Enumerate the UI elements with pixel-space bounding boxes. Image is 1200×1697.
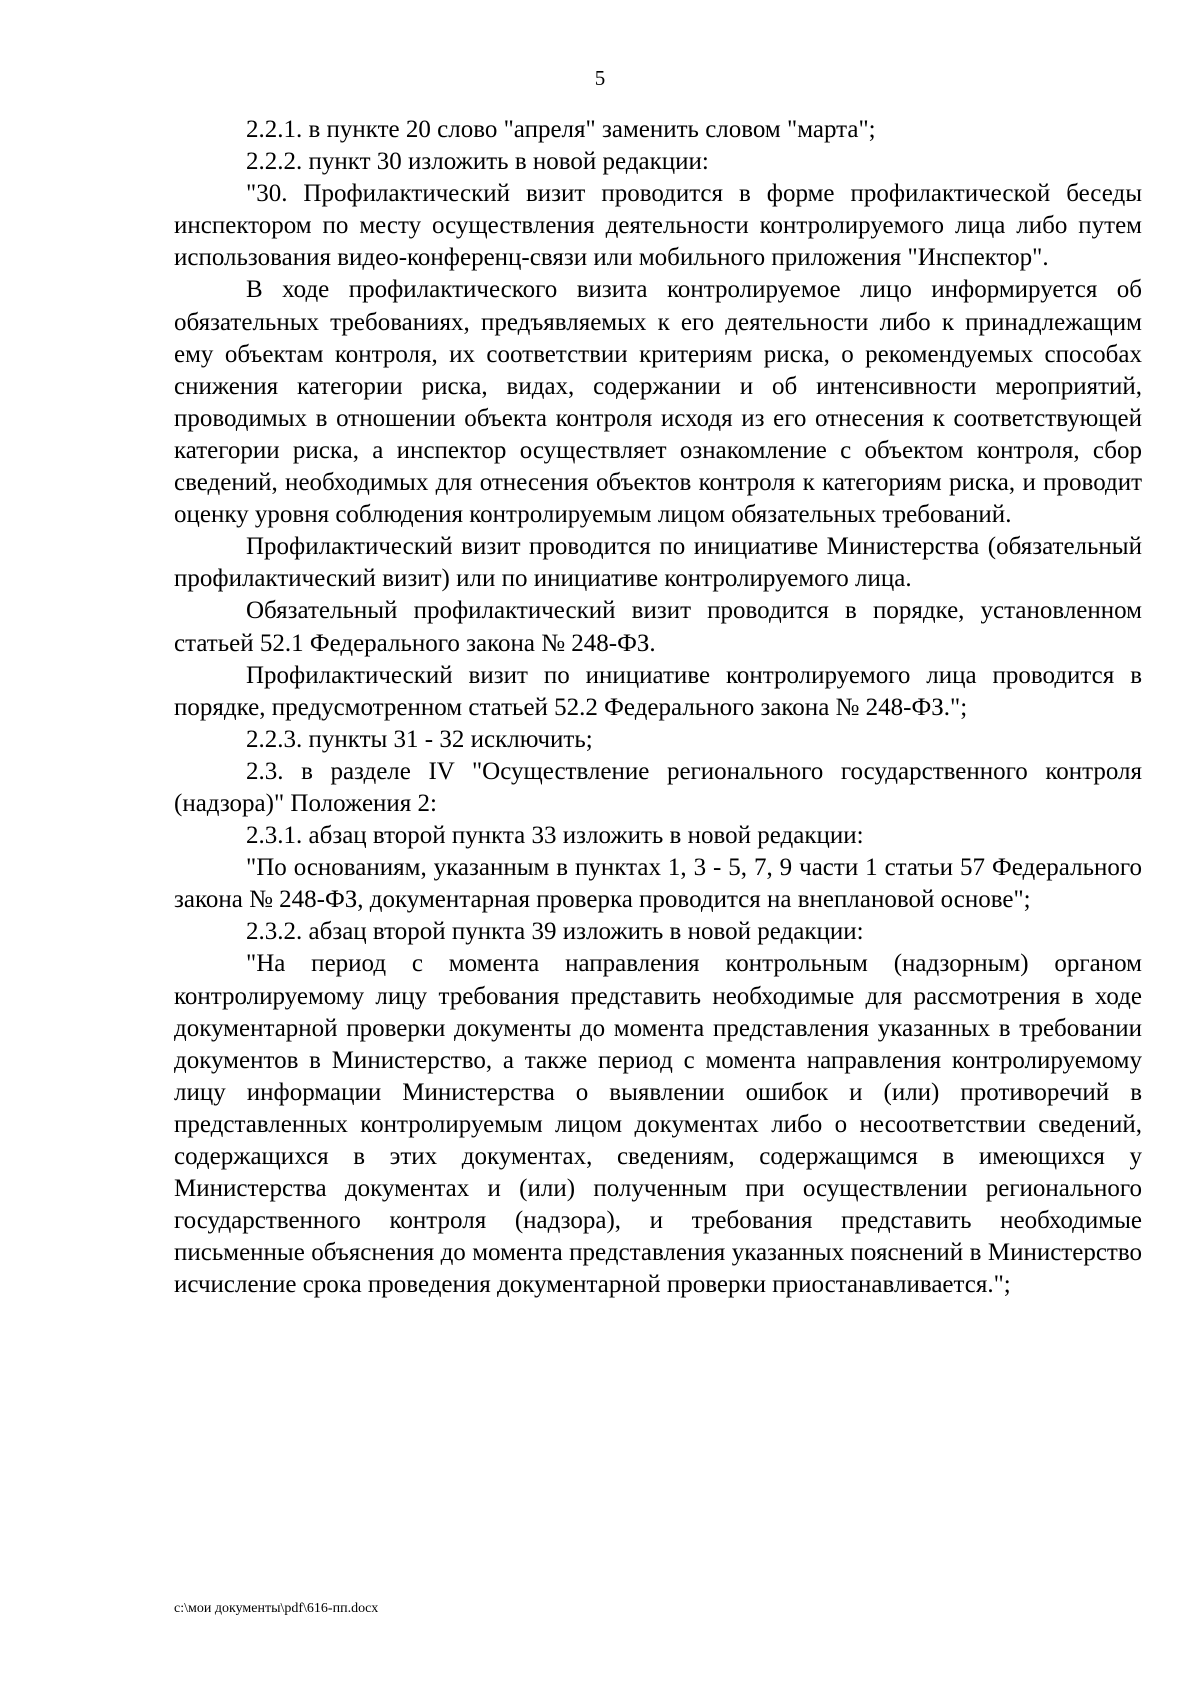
paragraph-2-2-3: 2.2.3. пункты 31 - 32 исключить; (246, 725, 593, 753)
paragraph-2-3-2: 2.3.2. абзац второй пункта 39 изложить в новой редакции: (246, 918, 864, 946)
paragraph-2-3: 2.3. в разделе IV "Осуществление регионального государственного контроля (надзора)" Положения 2: (174, 757, 1142, 817)
paragraph-2-3-1: 2.3.1. абзац второй пункта 33 изложить в новой редакции: (246, 822, 864, 850)
paragraph-visit-info: В ходе профилактического визита контролируемое лицо информируется об обязательных требованиях, предъявляемых к его деятельности либо к принадлежащим ему объектам контроля, их соответствии критериям риска, о рекомендуемых способах снижения категории риска, видах, содержании и об интенсивности мероприятий, проводимых в отношении объекта контроля исходя из его отнесения к соответствующей категории риска, а инспектор осуществляет ознакомление с объектом контроля, сбор сведений, необходимых для отнесения объектов контроля к категориям риска, и проводит оценку уровня соблюдения контролируемым лицом обязательных требований. (174, 276, 1142, 529)
paragraph-mandatory-visit: Обязательный профилактический визит проводится в порядке, установленном статьей 52.1 Федерального закона № 248-ФЗ. (174, 597, 1142, 657)
footer-file-path: c:\мои документы\pdf\616-пп.docx (174, 1601, 379, 1616)
paragraph-point-39-text: "На период с момента направления контрольным (надзорным) органом контролируемому лицу требования представить необходимые для рассмотрения в ходе документарной проверки документы до момента представления указанных в требовании документов в Министерство, а также период с момента направления контролируемому лицу информации Министерства о выявлении ошибок и (или) противоречий в представленных контролируемым лицом документах либо о несоответствии сведений, содержащихся в этих документах, сведениям, содержащимся в имеющихся у Министерства документах и (или) полученным при осуществлении регионального государственного контроля (надзора), и требования представить необходимые письменные объяснения до момента представления указанных пояснений в Министерство исчисление срока проведения документарной проверки приостанавливается."; (174, 950, 1142, 1299)
paragraph-2-2-1: 2.2.1. в пункте 20 слово "апреля" заменить словом "марта"; (246, 116, 876, 143)
document-body (174, 114, 1142, 1301)
paragraph-visit-initiative: Профилактический визит проводится по инициативе Министерства (обязательный профилактический визит) или по инициативе контролируемого лица. (174, 533, 1142, 593)
paragraph-point-33-text: "По основаниям, указанным в пунктах 1, 3 - 5, 7, 9 части 1 статьи 57 Федерального закона № 248-ФЗ, документарная проверка проводится на внеплановой основе"; (174, 854, 1142, 914)
paragraph-visit-by-request: Профилактический визит по инициативе контролируемого лица проводится в порядке, предусмотренном статьей 52.2 Федерального закона № 248-ФЗ."; (174, 661, 1142, 721)
paragraph-2-2-2: 2.2.2. пункт 30 изложить в новой редакции: (246, 148, 709, 176)
paragraph-point-30: "30. Профилактический визит проводится в форме профилактической беседы инспектором по месту осуществления деятельности контролируемого лица либо путем использования видео-конференц-связи или мобильного приложения "Инспектор". (174, 180, 1142, 272)
page-number: 5 (594, 66, 606, 90)
